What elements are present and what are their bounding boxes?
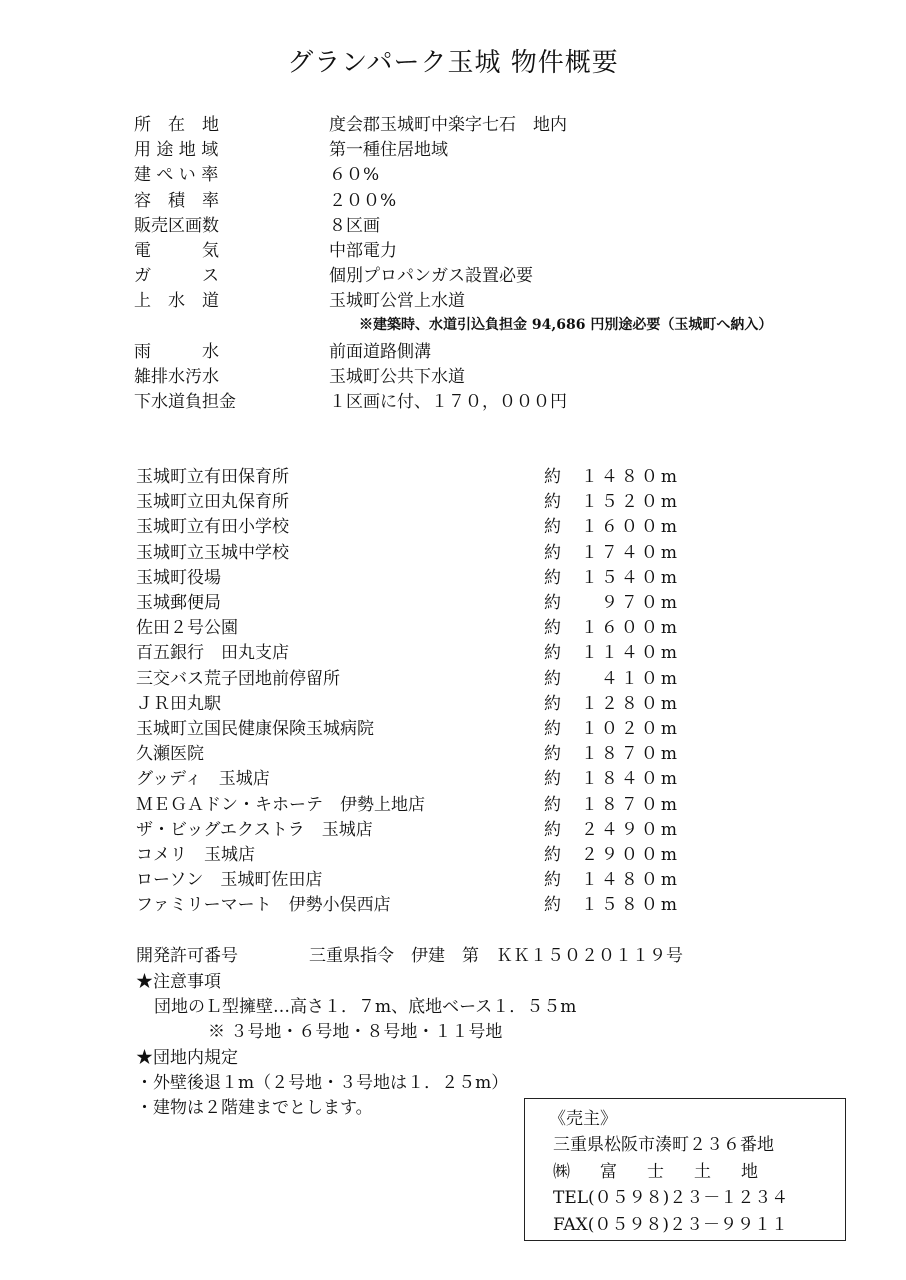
spec-row	[134, 211, 834, 236]
spec-label: 容 積 率	[134, 190, 219, 211]
spec-label: 建 ぺ い 率	[134, 165, 219, 186]
facility-name: 玉城郵便局	[136, 593, 221, 614]
facility-distance: １４８０m	[580, 870, 680, 891]
seller-address: 三重県松阪市湊町２３６番地	[553, 1135, 774, 1156]
facility-name: ＪＲ田丸駅	[136, 693, 221, 714]
facility-approx: 約	[544, 567, 561, 588]
facility-approx: 約	[544, 718, 561, 739]
facility-row	[136, 613, 736, 638]
facility-name: 玉城町立玉城中学校	[136, 542, 289, 563]
facility-approx: 約	[544, 794, 561, 815]
spec-row	[134, 362, 834, 387]
facility-name: 玉城町立有田小学校	[136, 517, 289, 538]
facility-approx: 約	[544, 870, 561, 891]
spec-row	[134, 387, 834, 412]
facility-row	[136, 664, 736, 689]
facility-name: ファミリーマート 伊勢小俣西店	[136, 895, 391, 916]
permit-label: 開発許可番号	[136, 946, 238, 966]
facility-name: コメリ 玉城店	[136, 844, 255, 865]
facility-row	[136, 815, 736, 840]
spec-label: 用 途 地 域	[134, 140, 219, 161]
facility-approx: 約	[544, 542, 561, 563]
facility-approx: 約	[544, 844, 561, 865]
facility-distance: １８７０m	[580, 794, 680, 815]
spec-row	[134, 337, 834, 362]
facility-name: 玉城町役場	[136, 567, 221, 588]
facility-name: グッディ 玉城店	[136, 769, 270, 790]
spec-value: 度会郡玉城町中楽字七石 地内	[329, 115, 567, 136]
rule-line: ・建物は２階建までとします。	[136, 1098, 373, 1119]
facility-distance: ２９００m	[580, 844, 680, 865]
company-char: 士	[647, 1161, 672, 1182]
facility-row	[136, 538, 736, 563]
spec-row	[134, 236, 834, 261]
facility-name: 玉城町立有田保育所	[136, 467, 289, 488]
company-char: 土	[694, 1161, 719, 1182]
facility-distance: １８４０m	[580, 769, 680, 790]
facility-distance: １２８０m	[580, 693, 680, 714]
facility-row	[136, 689, 736, 714]
company-prefix: ㈱	[553, 1161, 578, 1182]
facility-distance: １０２０m	[580, 718, 680, 739]
facility-distance: １８７０m	[580, 744, 680, 765]
spec-value: 前面道路側溝	[329, 341, 431, 362]
facility-name: 三交バス荒子団地前停留所	[136, 668, 340, 689]
spec-label: 電 気	[134, 241, 219, 262]
facility-approx: 約	[544, 819, 561, 840]
facility-approx: 約	[544, 693, 561, 714]
facility-distance: ２４９０m	[580, 819, 680, 840]
seller-fax: FAX(０５９８)２３－９９１１	[553, 1214, 788, 1235]
facility-approx: 約	[544, 769, 561, 790]
caution-line: 団地のＬ型擁壁…高さ１．７m、底地ベース１．５５m	[154, 997, 577, 1018]
facility-approx: 約	[544, 895, 561, 916]
notes-section	[136, 967, 756, 1118]
facility-approx: 約	[544, 668, 561, 689]
spec-value: 個別プロパンガス設置必要	[329, 266, 533, 287]
facility-name: 玉城町立田丸保育所	[136, 492, 289, 513]
spec-label: 下水道負担金	[134, 391, 236, 412]
facility-approx: 約	[544, 517, 561, 538]
spec-value: 第一種住居地域	[329, 140, 448, 161]
facility-row	[136, 638, 736, 663]
facility-approx: 約	[544, 467, 561, 488]
facility-row	[136, 739, 736, 764]
caution-heading: ★注意事項	[136, 972, 221, 993]
spec-row	[134, 286, 834, 311]
facility-name: ローソン 玉城町佐田店	[136, 870, 323, 891]
facility-row	[136, 789, 736, 814]
spec-label: ガ ス	[134, 266, 219, 287]
facility-distance: １５８０m	[580, 895, 680, 916]
facility-list	[136, 462, 736, 915]
facility-name: ＭＥＧＡドン・キホーテ 伊勢上地店	[136, 794, 425, 815]
facility-row	[136, 512, 736, 537]
facility-distance: ４１０m	[600, 668, 680, 689]
rules-heading: ★団地内規定	[136, 1047, 238, 1068]
facility-approx: 約	[544, 492, 561, 513]
facility-name: 久瀬医院	[136, 744, 204, 765]
facility-row	[136, 588, 736, 613]
spec-value: ８区画	[329, 215, 380, 236]
facility-row	[136, 563, 736, 588]
facility-row	[136, 865, 736, 890]
facility-distance: １５２０m	[580, 492, 680, 513]
facility-distance: １６００m	[580, 618, 680, 639]
facility-row	[136, 462, 736, 487]
facility-row	[136, 487, 736, 512]
facility-approx: 約	[544, 643, 561, 664]
facility-distance: ９７０m	[600, 593, 680, 614]
facility-distance: １４８０m	[580, 467, 680, 488]
facility-distance: １５４０m	[580, 567, 680, 588]
facility-name: 百五銀行 田丸支店	[136, 643, 289, 664]
facility-row	[136, 714, 736, 739]
facility-distance: １１４０m	[580, 643, 680, 664]
rule-line: ・外壁後退１m（２号地・３号地は１．２５m）	[136, 1072, 509, 1093]
spec-label: 販売区画数	[134, 215, 219, 236]
facility-name: ザ・ビッグエクストラ 玉城店	[136, 819, 373, 840]
company-char: 地	[741, 1161, 766, 1182]
spec-label: 上 水 道	[134, 291, 219, 312]
facility-name: 佐田２号公園	[136, 618, 238, 639]
spec-row	[134, 261, 834, 286]
spec-row	[134, 186, 834, 211]
company-char: 富	[600, 1161, 625, 1182]
permit-number	[136, 941, 683, 966]
facility-approx: 約	[544, 593, 561, 614]
seller-tel: TEL(０５９８)２３－１２３４	[553, 1188, 789, 1209]
spec-row	[134, 135, 834, 160]
spec-value: １区画に付、１７０，０００円	[329, 391, 567, 412]
facility-approx: 約	[544, 618, 561, 639]
page-title: グランパーク玉城 物件概要	[287, 48, 619, 78]
facility-approx: 約	[544, 744, 561, 765]
spec-label: 雨 水	[134, 341, 219, 362]
permit-value: 三重県指令 伊建 第 ＫＫ１５０２０１１９号	[309, 946, 683, 966]
spec-value: 玉城町公共下水道	[329, 366, 465, 387]
spec-row	[134, 110, 834, 135]
spec-value: 玉城町公営上水道	[329, 291, 465, 312]
facility-row	[136, 764, 736, 789]
facility-name: 玉城町立国民健康保険玉城病院	[136, 718, 374, 739]
facility-distance: １６００m	[580, 517, 680, 538]
spec-value: 中部電力	[329, 241, 397, 262]
spec-table	[134, 110, 834, 412]
spec-note: ※建築時、水道引込負担金 94,686 円別途必要（玉城町へ納入）	[359, 317, 773, 333]
spec-value: ６０%	[329, 165, 380, 186]
facility-row	[136, 840, 736, 865]
spec-value: ２００%	[329, 190, 397, 211]
spec-label: 雑排水汚水	[134, 366, 219, 387]
facility-distance: １７４０m	[580, 542, 680, 563]
spec-label: 所 在 地	[134, 115, 219, 136]
facility-row	[136, 890, 736, 915]
seller-box	[524, 1098, 846, 1241]
caution-lots: ※ ３号地・６号地・８号地・１１号地	[208, 1022, 503, 1043]
seller-company	[553, 1156, 845, 1183]
spec-row	[134, 160, 834, 185]
seller-title: 《売主》	[549, 1108, 617, 1129]
